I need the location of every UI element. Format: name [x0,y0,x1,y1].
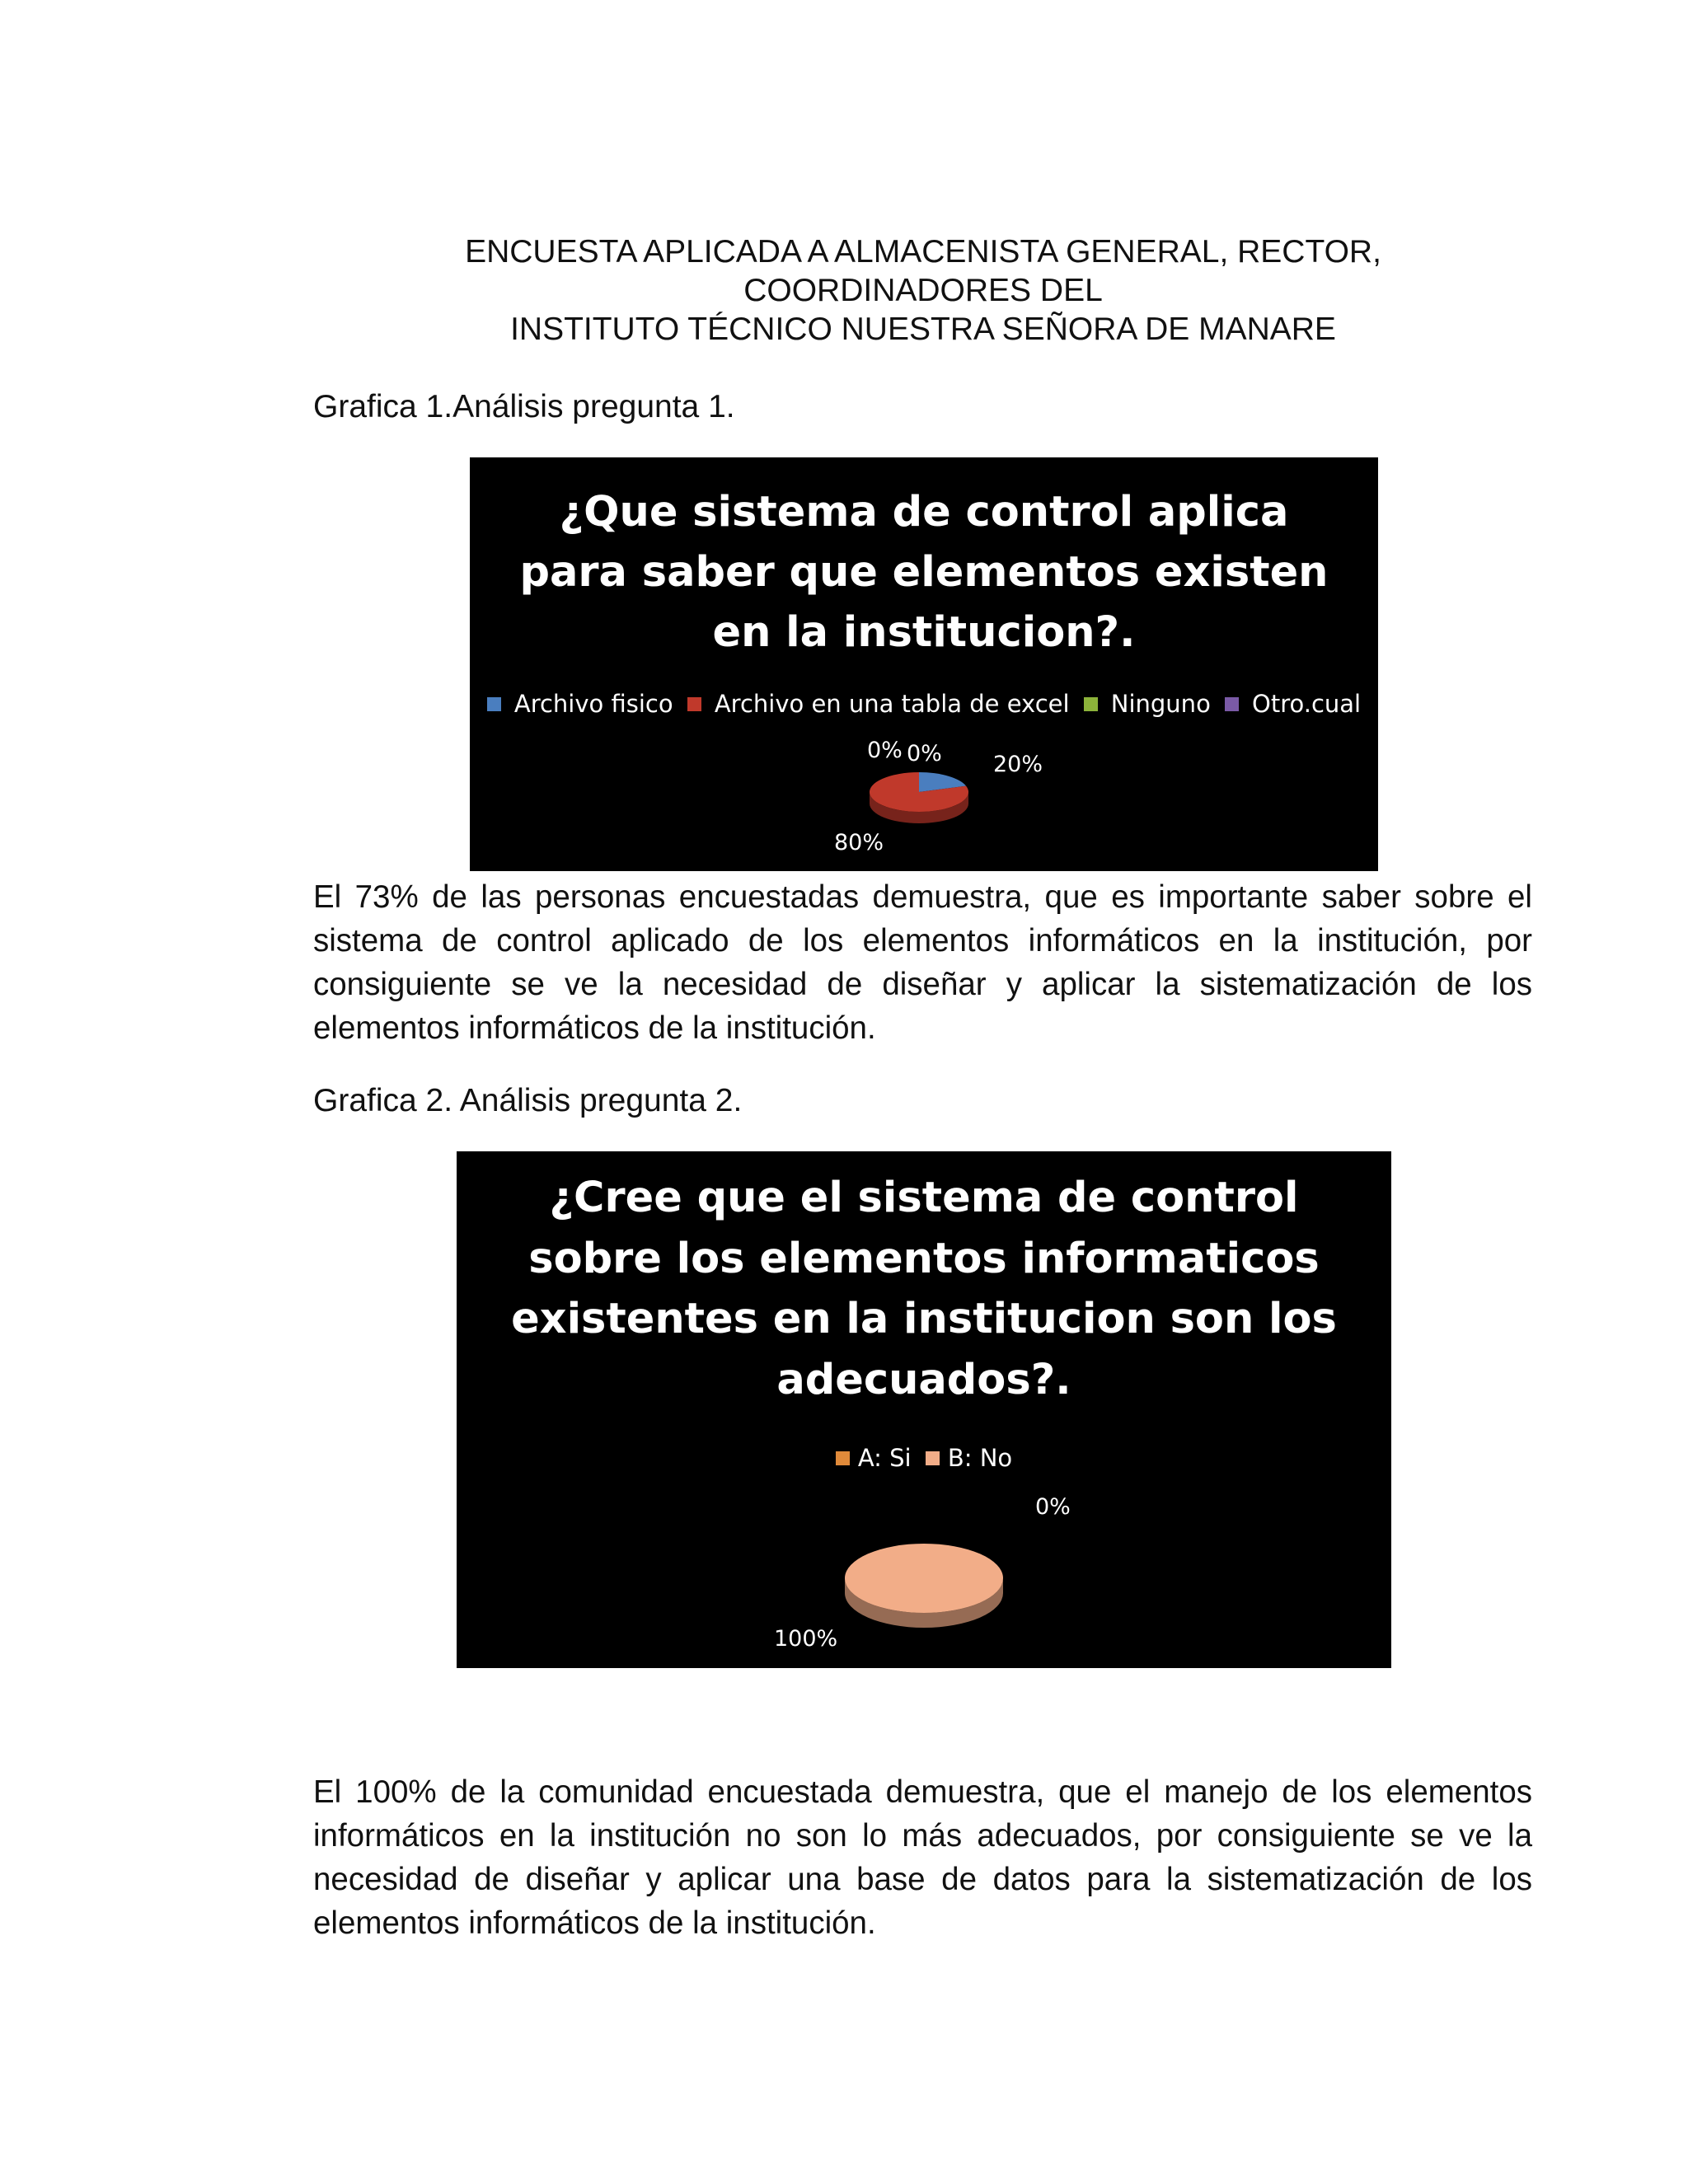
chart1-legend-item [1084,690,1211,718]
chart2-legend-swatch [926,1451,940,1465]
chart2-title-line-4: adecuados?. [776,1355,1071,1404]
title-line-2: COORDINADORES DEL [743,273,1103,308]
chart1-legend-item [687,690,1070,718]
chart1-caption: Grafica 1.Análisis pregunta 1. [313,389,735,424]
chart2-panel [457,1151,1391,1668]
chart1-label-excel: 80% [834,830,884,855]
chart2-caption: Grafica 2. Análisis pregunta 2. [313,1083,743,1118]
chart2-label-no: 100% [774,1626,838,1652]
chart2-legend-label: A: Si [857,1444,912,1472]
chart1-panel [470,457,1378,871]
paragraph-2: El 100% de la comunidad encuestada demuestra, que el manejo de los elementos informáticos en la institución no son lo más adecuados, por consiguiente se ve la necesidad de diseñar y aplicar una base de datos para la sistematización de los elementos informáticos de la institución. [313,1774,1532,1941]
chart2-title-line-2: sobre los elementos informaticos [528,1234,1320,1283]
title-line-3: INSTITUTO TÉCNICO NUESTRA SEÑORA DE MANARE [510,312,1336,347]
chart2-legend-swatch [836,1451,850,1465]
chart1-legend-swatch [487,697,501,711]
chart2-title [457,1168,1391,1410]
chart2-pie [842,1539,1006,1638]
chart2-title-line-3: existentes en la institucion son los [511,1295,1337,1343]
chart1-legend-label: Archivo en una tabla de excel [714,690,1070,718]
paragraph-1: El 73% de las personas encuestadas demuestra, que es importante saber sobre el sistema de control aplicado de los elementos informáticos en la institución, por consiguiente se ve la necesidad de diseñar y aplicar la sistematización de los elementos informáticos de la institución. [313,879,1532,1046]
chart1-label-ninguno: 0% [907,741,942,766]
chart1-pie [865,761,973,827]
chart2-label-si: 0% [1035,1494,1071,1520]
chart1-title-line-2: para saber que elementos existen [519,548,1329,597]
document-title [313,232,1533,349]
chart1-label-otro: 0% [867,738,903,763]
chart1-legend-swatch [687,697,701,711]
title-line-1: ENCUESTA APLICADA A ALMACENISTA GENERAL, RECTOR, [465,234,1381,269]
chart2-legend-label: B: No [947,1444,1013,1472]
chart1-title [470,482,1378,663]
chart2-legend [457,1444,1391,1472]
chart1-title-line-3: en la institucion?. [712,608,1136,657]
chart1-legend-swatch [1084,697,1098,711]
chart1-label-archivo-fisico: 20% [993,752,1043,777]
chart1-legend-item [487,690,673,718]
chart1-legend-label: Archivo fisico [513,690,673,718]
chart1-legend-label: Otro.cual [1252,690,1362,718]
chart2-legend-item [926,1444,1012,1472]
chart2-legend-item [836,1444,912,1472]
chart1-legend-swatch [1225,697,1239,711]
chart2-title-line-1: ¿Cree que el sistema de control [549,1174,1299,1222]
chart1-legend [470,690,1378,718]
pie-slice-b-no [845,1544,1003,1613]
chart1-legend-label: Ninguno [1110,690,1211,718]
chart1-legend-item [1225,690,1361,718]
chart1-title-line-1: ¿Que sistema de control aplica [559,488,1289,537]
